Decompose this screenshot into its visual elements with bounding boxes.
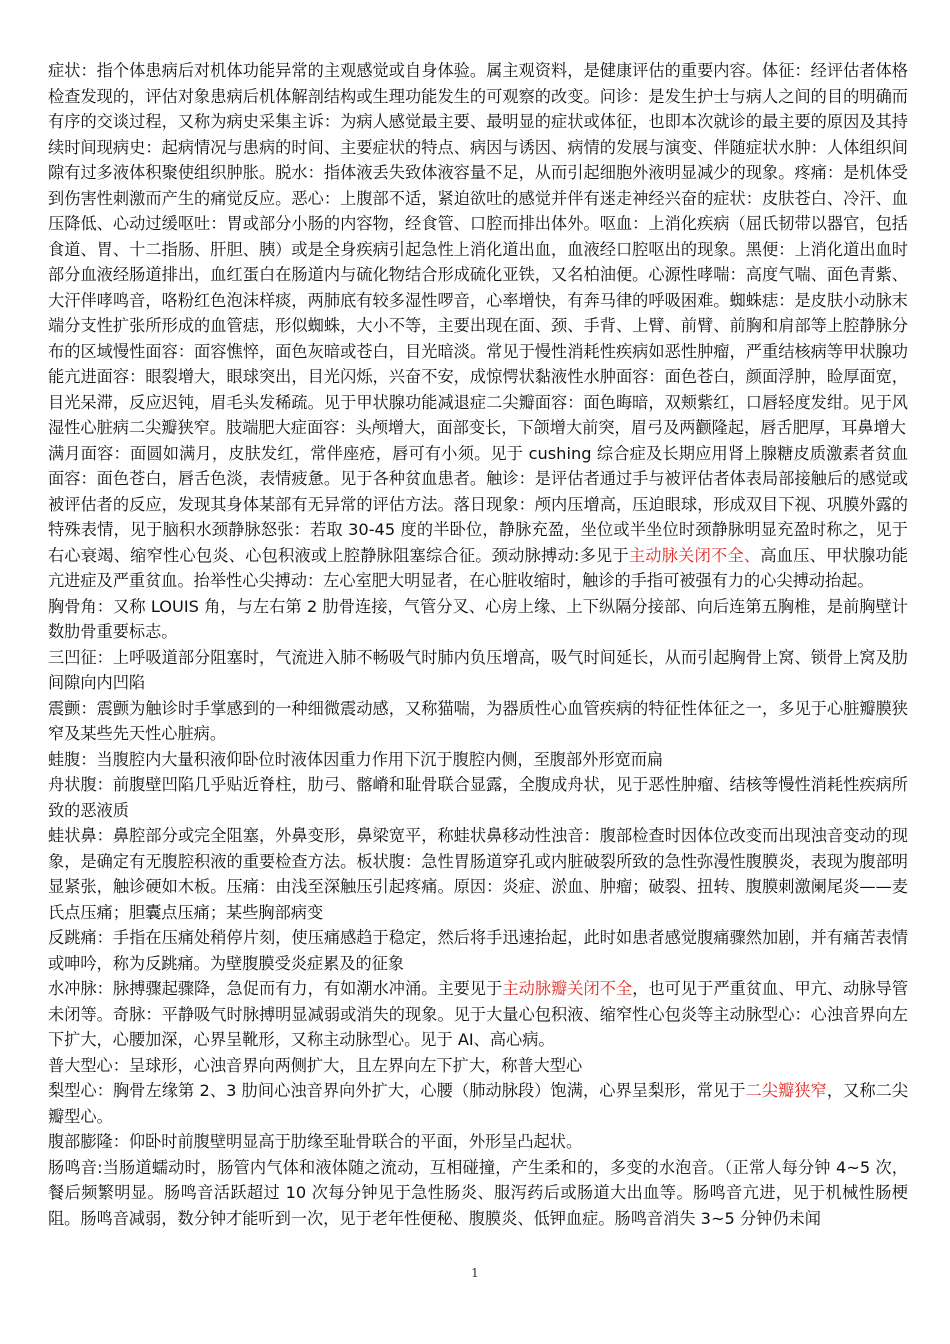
paragraph bbox=[48, 823, 908, 925]
highlighted-text: 主动脉关闭不全、 bbox=[628, 545, 761, 565]
paragraph bbox=[48, 1053, 908, 1079]
paragraph-text: 梨型心：胸骨左缘第 2、3 肋间心浊音界向外扩大，心腰（肺动脉段）饱满，心界呈梨形，常见于 bbox=[48, 1081, 746, 1100]
paragraph-text: 蛙状鼻：鼻腔部分或完全阻塞，外鼻变形，鼻梁宽平，称蛙状鼻移动性浊音：腹部检查时因体位改变而出现浊音变动的现象，是确定有无腹腔积液的重要检查方法。板状腹：急性胃肠道穿孔或内脏破裂所致的急性弥漫性腹膜炎，表现为腹部明显紧张，触诊硬如木板。压痛：由浅至深触压引起疼痛。原因：炎症、淤血、肿瘤；破裂、扭转、腹膜刺激阑尾炎——麦氏点压痛；胆囊点压痛；某些胸部病变 bbox=[48, 826, 908, 922]
paragraph-text: 舟状腹：前腹壁凹陷几乎贴近脊柱，肋弓、髂嵴和耻骨联合显露，全腹成舟状，见于恶性肿瘤、结核等慢性消耗性疾病所致的恶液质 bbox=[48, 775, 908, 820]
paragraph bbox=[48, 1129, 908, 1155]
document-body bbox=[48, 58, 908, 1231]
paragraph-text: 普大型心：呈球形，心浊音界向两侧扩大，且左界向左下扩大，称普大型心 bbox=[48, 1055, 583, 1075]
paragraph bbox=[48, 645, 908, 696]
paragraph bbox=[48, 1078, 908, 1129]
paragraph-text: 蛙腹：当腹腔内大量积液仰卧位时液体因重力作用下沉于腹腔内侧，至腹部外形宽而扁 bbox=[48, 749, 664, 769]
paragraph-text: ，又称二尖瓣型心。 bbox=[48, 1081, 909, 1126]
page-number: 1 bbox=[471, 1266, 479, 1280]
paragraph-text: 水冲脉：脉搏骤起骤降，急促而有力，有如潮水冲涌。主要见于 bbox=[48, 979, 503, 998]
paragraph-text: 胸骨角：又称 LOUIS 角，与左右第 2 肋骨连接，气管分叉、心房上缘、上下纵隔分接部、向后连第五胸椎，是前胸壁计数肋骨重要标志。 bbox=[48, 596, 908, 641]
paragraph-text: 震颤：震颤为触诊时手掌感到的一种细微震动感，又称猫喘，为器质性心血管疾病的特征性体征之一，多见于心脏瓣膜狭窄及某些先天性心脏病。 bbox=[48, 698, 908, 743]
paragraph bbox=[48, 696, 908, 747]
paragraph bbox=[48, 441, 908, 594]
paragraph-text: 肠鸣音:当肠道蠕动时，肠管内气体和液体随之流动，互相碰撞，产生柔和的，多变的水泡音。（正常人每分钟 4~5 次，餐后频繁明显。肠鸣音活跃超过 10 次每分钟见于急性肠炎、服泻药后或肠道大出血等。肠鸣音亢进，见于机械性肠梗阻。肠鸣音减弱，数分钟才能听到一次，见于老年性便秘、腹膜炎、低钾血症。肠鸣音消失 3~5 分钟仍未闻 bbox=[48, 1157, 908, 1228]
paragraph-text: 满月面容：面圆如满月，皮肤发红，常伴座疮，唇可有小须。见于 cushing 综合症及长期应用肾上腺糖皮质激素者贫血面容：面色苍白，唇舌色淡，表情疲惫。见于各种贫血患者。触诊：是评估者通过手与被评估者体表局部接触后的感觉或被评估者的反应，发现其身体某部有无异常的评估方法。落日现象：颅内压增高，压迫眼球，形成双目下视、巩膜外露的特殊表情，见于脑积水颈静脉怒张：若取 30-45 度的半卧位，静脉充盈，坐位或半坐位时颈静脉明显充盈时称之，见于右心衰竭、缩窄性心包炎、心包积液或上腔静脉阻塞综合征。颈动脉搏动:多见于 bbox=[48, 443, 908, 565]
paragraph-text: ，也可见于严重贫血、甲亢、动脉导管未闭等。奇脉：平静吸气时脉搏明显减弱或消失的现象。见于大量心包积液、缩窄性心包炎等主动脉型心：心浊音界向左下扩大，心腰加深，心界呈靴形，又称主动脉型心。见于 AI、高心病。 bbox=[48, 979, 909, 1049]
paragraph bbox=[48, 747, 908, 773]
paragraph-text: 症状：指个体患病后对机体功能异常的主观感觉或自身体验。属主观资料，是健康评估的重要内容。体征：经评估者体格检查发现的，评估对象患病后机体解剖结构或生理功能发生的可观察的改变。问诊：是发生护士与病人之间的目的明确而有序的交谈过程，又称为病史采集主诉：为病人感觉最主要、最明显的症状或体征，也即本次就诊的最主要的原因及其持续时间现病史：起病情况与患病的时间、主要症状的特点、病因与诱因、病情的发展与演变、伴随症状水肿：人体组织间隙有过多液体积聚使组织肿胀。脱水：指体液丢失致体液容量不足，从而引起细胞外液明显减少的现象。疼痛：是机体受到伤害性刺激而产生的痛觉反应。恶心：上腹部不适，紧迫欲吐的感觉并伴有迷走神经兴奋的症状：皮肤苍白、冷汗、血压降低、心动过缓呕吐：胃或部分小肠的内容物，经食管、口腔而排出体外。呕血：上消化疾病（屈氏韧带以器官，包括食道、胃、十二指肠、肝胆、胰）或是全身疾病引起急性上消化道出血，血液经口腔呕出的现象。黑便：上消化道出血时部分血液经肠道排出，血红蛋白在肠道内与硫化物结合形成硫化亚铁，又名柏油便。心源性哮喘：高度气喘、面色青紫、大汗伴哮鸣音，咯粉红色泡沫样痰，两肺底有较多湿性啰音，心率增快，有奔马律的呼吸困难。蜘蛛痣：是皮肤小动脉末端分支性扩张所形成的血管痣，形似蜘蛛，大小不等，主要出现在面、颈、手背、上臂、前臂、前胸和肩部等上腔静脉分布的区域慢性面容：面容憔悴，面色灰暗或苍白，目光暗淡。常见于慢性消耗性疾病如恶性肿瘤，严重结核病等甲状腺功能亢进面容：眼裂增大，眼球突出，目光闪烁，兴奋不安，成惊愕状黏液性水肿面容：面色苍白，颜面浮肿，睑厚面宽，目光呆滞，反应迟钝，眉毛头发稀疏。见于甲状腺功能减退症二尖瓣面容：面色晦暗，双颊紫红，口唇轻度发绀。见于风湿性心脏病二尖瓣狭窄。肢端肥大症面容：头颅增大，面部变长，下颌增大前突，眉弓及两颧隆起，唇舌肥厚，耳鼻增大 bbox=[48, 61, 908, 437]
paragraph bbox=[48, 976, 908, 1053]
paragraph bbox=[48, 58, 908, 441]
paragraph-text: 三凹征：上呼吸道部分阻塞时，气流进入肺不畅吸气时肺内负压增高，吸气时间延长，从而引起胸骨上窝、锁骨上窝及肋间隙向内凹陷 bbox=[48, 647, 908, 692]
paragraph bbox=[48, 925, 908, 976]
paragraph-text: 反跳痛：手指在压痛处稍停片刻，使压痛感趋于稳定，然后将手迅速抬起，此时如患者感觉腹痛骤然加剧，并有痛苦表情或呻吟，称为反跳痛。为壁腹膜受炎症累及的征象 bbox=[48, 928, 908, 973]
highlighted-text: 二尖瓣狭窄 bbox=[745, 1081, 827, 1100]
highlighted-text: 主动脉瓣关闭不全 bbox=[502, 979, 633, 998]
paragraph bbox=[48, 1155, 908, 1232]
paragraph bbox=[48, 772, 908, 823]
paragraph-text: 腹部膨隆：仰卧时前腹壁明显高于肋缘至耻骨联合的平面，外形呈凸起状。 bbox=[48, 1132, 583, 1151]
paragraph-text: 高血压、甲状腺功能亢进症及严重贫血。抬举性心尖搏动：左心室肥大明显者，在心脏收缩时，触诊的手指可被强有力的心尖搏动抬起。 bbox=[48, 545, 908, 590]
paragraph bbox=[48, 594, 908, 645]
